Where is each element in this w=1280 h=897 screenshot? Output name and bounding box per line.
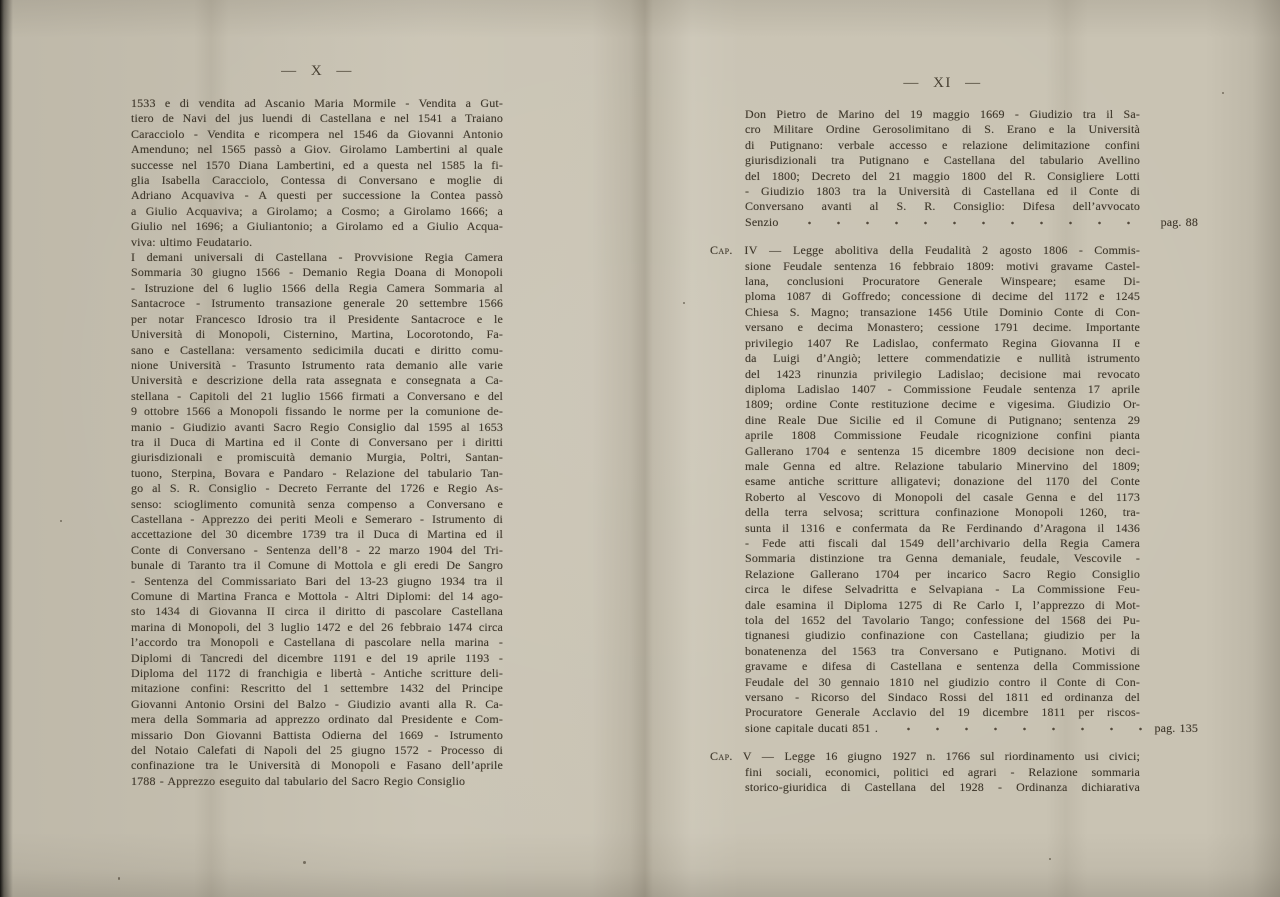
toc-line: della terra selvosa; scrittura confinazione Monopoli 1260, tra-	[745, 505, 1140, 520]
leader-text: Senzio	[745, 214, 779, 229]
paper-speck	[1049, 858, 1051, 860]
toc-line: accettazione del 30 dicembre 1739 tra il Duca di Martina ed il	[131, 527, 503, 542]
toc-line: go al S. R. Consiglio - Decreto Ferrante del 1726 e Regio As-	[131, 481, 503, 496]
toc-line: Giulio nel 1696; a Giuliantonio; a Girolamo ed a Giulio Acqua-	[131, 219, 503, 234]
toc-line: circa le difese Selvadritta e Selvapiana - La Commissione Feu-	[745, 582, 1140, 597]
toc-line: mitazione confini: Rescritto del 1 settembre 1432 del Principe	[131, 681, 503, 696]
toc-line: versano e decima Monastero; cessione 1791 decime. Importante	[745, 320, 1140, 335]
toc-line: Procuratore Generale Acclavio del 19 dicembre 1811 per riscos-	[745, 705, 1140, 720]
toc-line: esame antiche scritture alligatevi; donazione del 1170 del Conte	[745, 474, 1140, 489]
page-xi-number: — XI —	[903, 75, 982, 91]
toc-line: del 1423 rinunzia privilegio Ladislao; decisione mai revocato	[745, 366, 1140, 381]
toc-line: 1788 - Apprezzo eseguito dal tabulario del Sacro Regio Consiglio	[131, 773, 466, 788]
dot-leader	[795, 217, 1149, 229]
toc-line: sione Feudale sentenza 16 febbraio 1809: motivi gravame Castel-	[745, 258, 1140, 273]
toc-line: Sommaria 30 giugno 1566 - Demanio Regia Doana di Monopoli	[131, 265, 503, 280]
toc-line: Diploma del 1172 di franchigia e libertà - Antiche scritture deli-	[131, 666, 503, 681]
toc-line: ploma 1087 di Goffredo; concessione di decime del 1172 e 1245	[745, 289, 1140, 304]
toc-line: tignanesi giudizio confinazione con Castellana; giudizio per la	[745, 628, 1140, 643]
toc-line: cro Militare Ordine Gerosolimitano di S. Erano e la Università	[745, 122, 1140, 137]
toc-line: giurisdizionali tra Putignano e Castellana del tabulario Avellino	[745, 153, 1140, 168]
toc-line: sano e Castellana: versamento sedicimila ducati e diritto comu-	[131, 342, 503, 357]
toc-line: Feudale del 30 gennaio 1810 nel giudizio contro il Conte di Con-	[745, 674, 1140, 689]
toc-line: mera della Sommaria ad apprezzo ordinato dal Presidente e Com-	[131, 712, 503, 727]
toc-line: stellana - Capitoli del 21 luglio 1566 firmati a Conversano e del	[131, 388, 503, 403]
toc-line: Università di Monopoli, Cisternino, Martina, Locorotondo, Fa-	[131, 327, 503, 342]
toc-line: Giovanni Antonio Orsini del Balzo - Giudizio avanti alla R. Ca-	[131, 696, 503, 711]
toc-line: 1809; ordine Conte restituzione decime e vigesima. Giudizio Or-	[745, 397, 1140, 412]
toc-line: versano - Ricorso del Sindaco Rossi del 1811 ed ordinanza del	[745, 690, 1140, 705]
toc-line: storico-giuridica di Castellana del 1928 - Ordinanza dichiarativa	[745, 780, 1140, 795]
toc-line: Caracciolo - Vendita e ricompera nel 1546 da Giovanni Antonio	[131, 126, 503, 141]
paper-speck	[1222, 92, 1224, 94]
toc-line: tuono, Sterpina, Bovara e Pandaro - Relazione del tabulario Tan-	[131, 465, 503, 480]
toc-line: 1533 e di vendita ad Ascanio Maria Mormile - Vendita a Gut-	[131, 96, 503, 110]
chapter-label: Cap. IV —	[710, 243, 793, 258]
page-x	[131, 62, 503, 789]
toc-line: sto 1434 di Giovanna II circa il diritto di pascolare Castellana	[131, 604, 503, 619]
toc-line: Sommaria distinzione tra Genna demaniale, feudale, Vescovile -	[745, 551, 1140, 566]
toc-line: male Genna ed altre. Relazione tabulario Minervino del 1809;	[745, 458, 1140, 473]
toc-line: Conversano avanti al S. R. Consiglio: Difesa dell’avvocato	[745, 199, 1140, 214]
toc-line: diploma Ladislao 1407 - Commissione Feudale sentenza 17 aprile	[745, 381, 1140, 396]
dot-leader	[894, 723, 1142, 735]
toc-line: - Giudizio 1803 tra la Università di Castellana ed il Conte di	[745, 184, 1140, 199]
toc-line: Cap. V — Legge 16 giugno 1927 n. 1766 sul riordinamento usi civici;	[710, 749, 1140, 764]
paper-speck	[60, 520, 62, 522]
toc-line: tra il Duca di Martina ed il Conte di Conversano per i diritti	[131, 434, 503, 449]
toc-line: l’accordo tra Monopoli e Castellana di pascolare nella marina -	[131, 635, 503, 650]
toc-line: aprile 1808 Commissione Feudale ricognizione confini pianta	[745, 428, 1140, 443]
toc-line: Università e descrizione della rata assegnata e consegnata a Ca-	[131, 373, 503, 388]
toc-line: del 1800; Decreto del 21 maggio 1800 del R. Consigliere Lotti	[745, 168, 1140, 183]
toc-line: Don Pietro de Marino del 19 maggio 1669 - Giudizio tra il Sa-	[745, 107, 1140, 121]
toc-line: dale esamina il Diploma 1275 di Re Carlo I, l’apprezzo di Mot-	[745, 597, 1140, 612]
page-x-body	[131, 96, 503, 789]
toc-line: successe nel 1570 Diana Lambertini, ed a questa nel 1585 la fi-	[131, 157, 503, 172]
toc-line: di Putignano: verbale accesso e relazione delimitazione confini	[745, 137, 1140, 152]
toc-line: missario Don Giovanni Battista Odierna del 1669 - Istrumento	[131, 727, 503, 742]
toc-line: dine Reale Due Sicilie ed il Comune di Putignano; sentenza 29	[745, 412, 1140, 427]
paper-speck	[118, 877, 120, 880]
page-number-ref: pag. 88	[1160, 214, 1198, 229]
toc-line: Gallerano 1704 e sentenza 15 dicembre 1809 decisione non deci-	[745, 443, 1140, 458]
toc-line: a Giulio Acquaviva; a Girolamo; a Cosmo; a Girolamo 1666; a	[131, 203, 503, 218]
toc-line: Cap. IV — Legge abolitiva della Feudalità 2 agosto 1806 - Commis-	[710, 243, 1140, 258]
toc-line: glia Isabella Caracciolo, Contessa di Conversano e moglie di	[131, 173, 503, 188]
toc-line: nione Università - Trasunto Istrumento rata demanio alle varie	[131, 357, 503, 372]
toc-line: fini sociali, economici, politici ed agrari - Relazione sommaria	[745, 764, 1140, 779]
toc-line: - Istruzione del 6 luglio 1566 della Regia Camera Sommaria al	[131, 280, 503, 295]
toc-line: I demani universali di Castellana - Provvisione Regia Camera	[131, 250, 503, 265]
toc-line: bonatenenza del 1563 tra Conversano e Putignano. Motivi di	[745, 643, 1140, 658]
toc-line: Comune di Martina Franca e Mottola - Altri Diplomi: del 14 ago-	[131, 589, 503, 603]
toc-line: del Notaio Calefati di Napoli del 25 giugno 1572 - Processo di	[131, 743, 503, 758]
toc-line: - Sentenza del Commissariato Bari del 13-23 giugno 1934 tra il	[131, 573, 503, 588]
page-reference-row	[745, 721, 1198, 736]
paper-speck	[303, 861, 306, 864]
toc-line: 9 ottobre 1566 a Monopoli fissando le norme per la comunione de-	[131, 404, 503, 419]
toc-line: - Fede atti fiscali dal 1549 dell’archivario della Regia Camera	[745, 535, 1140, 550]
toc-line: bunale di Taranto tra il Comune di Mottola e gli eredi De Sangro	[131, 558, 503, 573]
toc-entry	[131, 250, 503, 789]
toc-line: privilegio 1407 Re Ladislao, confermato Regina Giovanna II e	[745, 335, 1140, 350]
chapter-label: Cap. V —	[710, 749, 785, 764]
toc-line: sunta il 1316 e confermata da Re Ferdinando d’Aragona il 1436	[745, 520, 1140, 535]
toc-line: gravame e difesa di Castellana e sentenza della Commissione	[745, 659, 1140, 674]
toc-line: Relazione Gallerano 1704 per incarico Sacro Regio Consiglio	[745, 566, 1140, 581]
toc-line: Adriano Acquaviva - A questi per successione la Contea passò	[131, 188, 503, 203]
paper-speck	[683, 302, 685, 304]
leader-text: sione capitale ducati 851 .	[745, 720, 879, 735]
toc-entry	[710, 749, 1140, 795]
page-xi	[710, 74, 1200, 795]
toc-line: viva: ultimo Feudatario.	[131, 234, 253, 249]
toc-entry	[710, 107, 1198, 230]
toc-line: Chiesa S. Magno; transazione 1456 Utile Dominio Conte di Con-	[745, 304, 1140, 319]
toc-line: senso: scioglimento comunità senza compenso a Conversano e	[131, 496, 503, 511]
toc-entry	[710, 243, 1198, 736]
page-reference-row	[745, 215, 1198, 230]
page-number-ref: pag. 135	[1154, 720, 1198, 735]
toc-line: per notar Francesco Idrosio tra il Presidente Santacroce e le	[131, 311, 503, 326]
toc-line: tiero de Navi del jus luendi di Castellana e nel 1541 a Traiano	[131, 111, 503, 126]
toc-line: Santacroce - Istrumento transazione generale 20 settembre 1566	[131, 296, 503, 311]
toc-line: tola del 1652 del Tavolario Tango; confessione del 1568 dei Pu-	[745, 613, 1140, 627]
page-x-number: — X —	[281, 63, 353, 79]
page-xi-body	[710, 107, 1200, 795]
toc-line: Conte di Conversano - Sentenza dell’8 - 22 marzo 1904 del Tri-	[131, 542, 503, 557]
toc-entry	[131, 96, 503, 250]
toc-line: Diplomi di Tancredi del dicembre 1191 e del 19 aprile 1193 -	[131, 650, 503, 665]
toc-line: confinazione tra le Università di Monopoli e Fasano dell’aprile	[131, 758, 503, 773]
toc-line: Roberto al Vescovo di Monopoli del casale Genna e del 1173	[745, 489, 1140, 504]
toc-line: Castellana - Apprezzo dei periti Meoli e Semeraro - Istrumento di	[131, 511, 503, 526]
toc-line: marina di Monopoli, del 3 luglio 1472 e del 26 febbraio 1474 circa	[131, 619, 503, 634]
toc-line: manio - Giudizio avanti Sacro Regio Consiglio dal 1595 al 1653	[131, 419, 503, 434]
toc-line: da Luigi d’Angiò; lettere commendatizie e nullità istrumento	[745, 351, 1140, 366]
toc-line: giurisdizionali e promiscuità demanio Murgia, Poltri, Santan-	[131, 450, 503, 465]
toc-line: lana, conclusioni Procuratore Generale Winspeare; esame Di-	[745, 274, 1140, 289]
toc-line: Amenduno; nel 1565 passò a Giov. Girolamo Lambertini al quale	[131, 142, 503, 157]
